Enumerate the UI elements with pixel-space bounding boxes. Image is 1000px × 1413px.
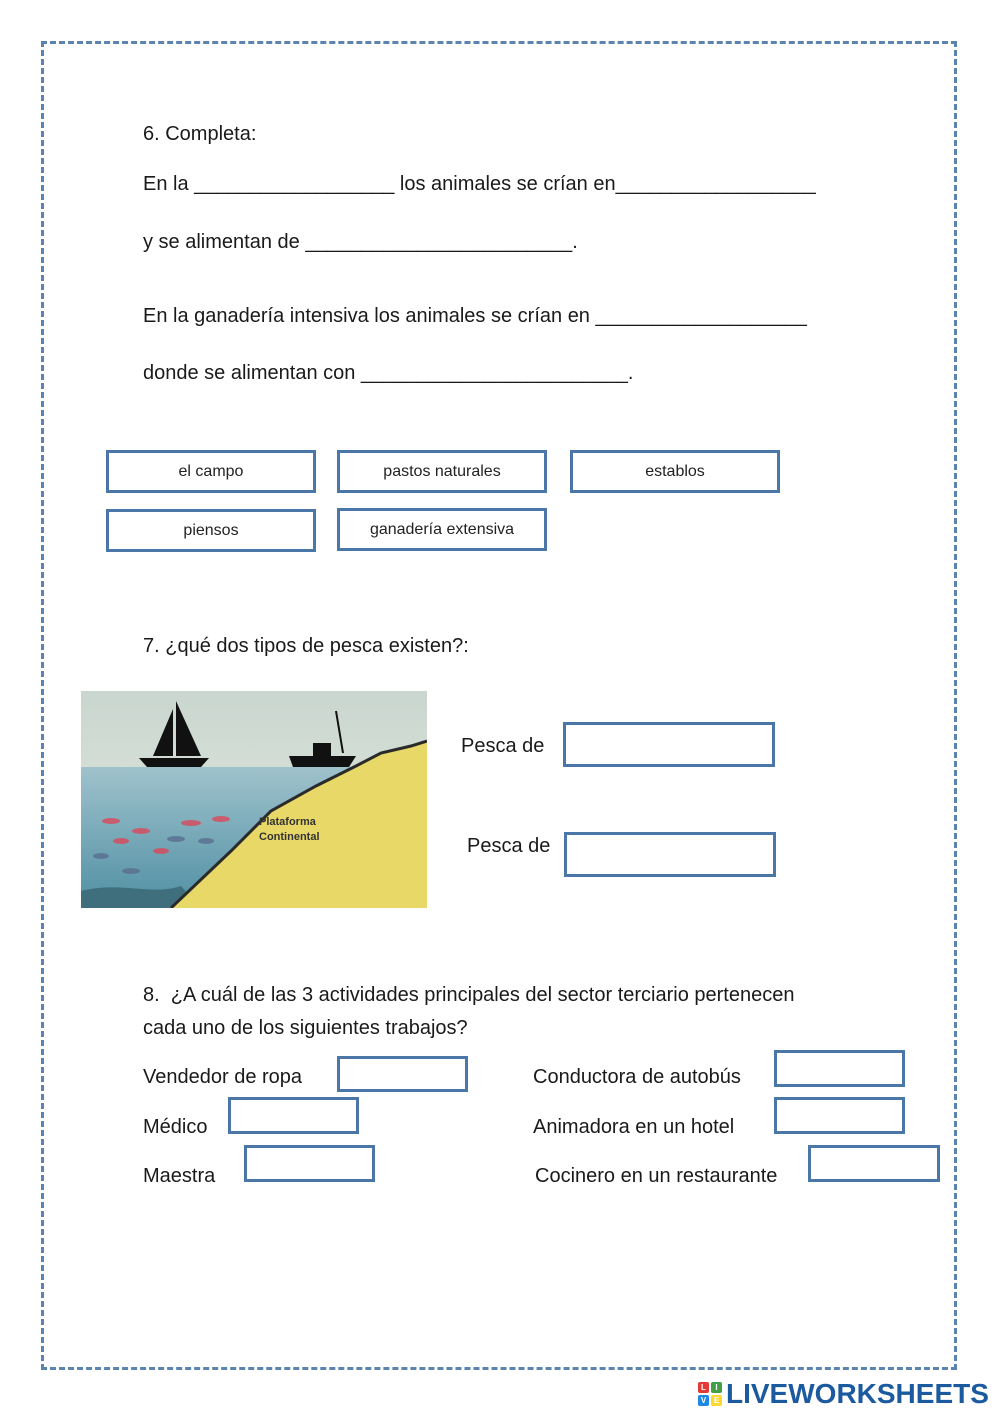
job-answer-box[interactable] bbox=[774, 1097, 905, 1134]
fishing-type-answer-2[interactable] bbox=[564, 832, 776, 877]
question-8-title-line-1: 8. ¿A cuál de las 3 actividades principales del sector terciario pertenecen bbox=[143, 984, 795, 1006]
job-answer-box[interactable] bbox=[337, 1056, 468, 1092]
job-answer-box[interactable] bbox=[808, 1145, 940, 1182]
job-label: Conductora de autobús bbox=[533, 1066, 741, 1088]
question-6-line-1: En la __________________ los animales se crían en__________________ bbox=[143, 173, 816, 195]
option-chip[interactable]: pastos naturales bbox=[337, 450, 547, 493]
job-label: Cocinero en un restaurante bbox=[535, 1165, 778, 1187]
job-answer-box[interactable] bbox=[244, 1145, 375, 1182]
option-chip[interactable]: ganadería extensiva bbox=[337, 508, 547, 551]
image-label-1: Plataforma bbox=[259, 816, 316, 828]
job-label: Maestra bbox=[143, 1165, 216, 1187]
job-label: Vendedor de ropa bbox=[143, 1066, 303, 1088]
fishing-type-answer-1[interactable] bbox=[563, 722, 775, 767]
job-label: Animadora en un hotel bbox=[533, 1116, 735, 1138]
liveworksheets-logo[interactable] bbox=[698, 1378, 989, 1410]
question-7-title: 7. ¿qué dos tipos de pesca existen?: bbox=[143, 635, 469, 657]
job-label: Médico bbox=[143, 1116, 208, 1138]
job-answer-box[interactable] bbox=[228, 1097, 359, 1134]
job-answer-box[interactable] bbox=[774, 1050, 905, 1087]
question-6-line-3: En la ganadería intensiva los animales se crían en ___________________ bbox=[143, 305, 807, 327]
question-6-line-4: donde se alimentan con ________________________. bbox=[143, 362, 634, 384]
question-8-title-line-2: cada uno de los siguientes trabajos? bbox=[143, 1017, 468, 1039]
option-chip[interactable]: establos bbox=[570, 450, 780, 493]
option-chip[interactable]: el campo bbox=[106, 450, 316, 493]
question-6-title: 6. Completa: bbox=[143, 123, 257, 145]
option-chip[interactable]: piensos bbox=[106, 509, 316, 552]
question-6-line-2: y se alimentan de ________________________. bbox=[143, 231, 578, 253]
liveworksheets-mark-icon: L I V E bbox=[698, 1382, 722, 1406]
fishing-scene-image bbox=[81, 691, 427, 908]
image-label-2: Continental bbox=[259, 831, 320, 843]
fishing-type-label-1: Pesca de bbox=[461, 735, 545, 757]
fishing-type-label-2: Pesca de bbox=[467, 835, 551, 857]
brand-name: LIVEWORKSHEETS bbox=[726, 1378, 989, 1409]
